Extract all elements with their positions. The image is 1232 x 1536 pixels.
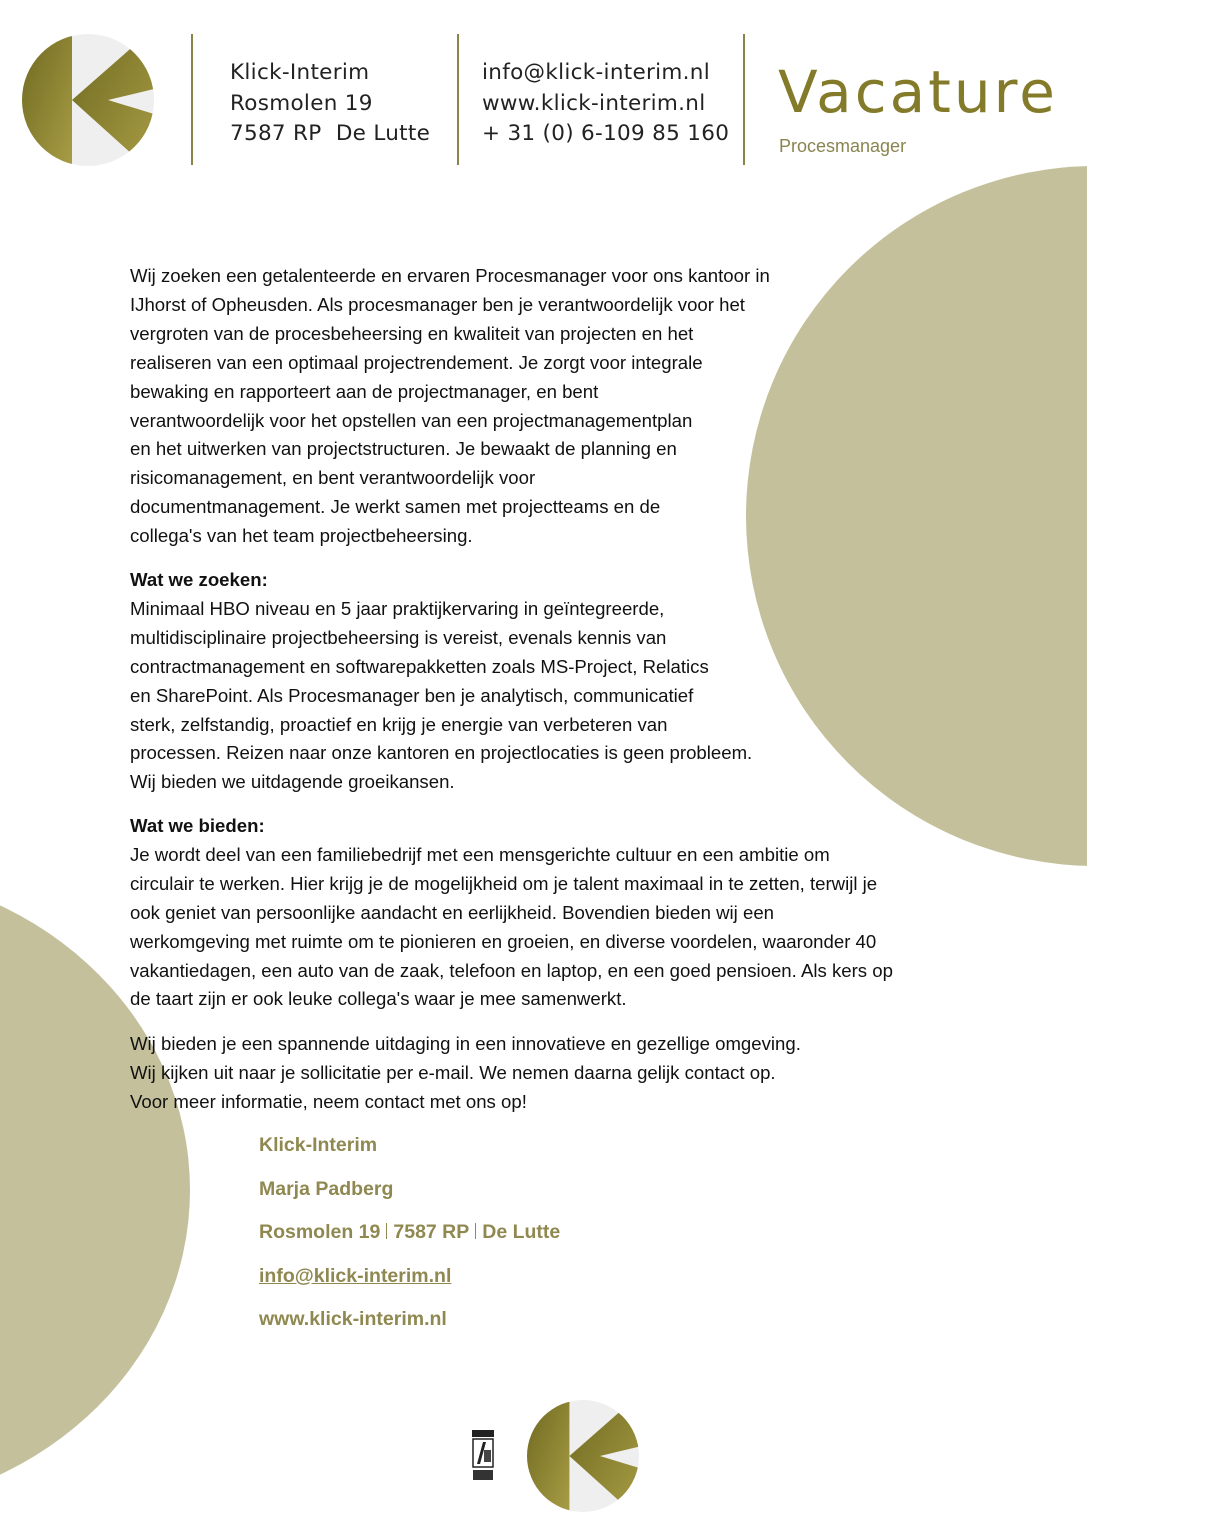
text-line: en SharePoint. Als Procesmanager ben je analytisch, communicatief [130, 684, 694, 706]
header-website-link[interactable]: www.klick-interim.nl [482, 90, 706, 116]
text-line: collega's van het team projectbeheersing. [130, 525, 473, 547]
header-divider [743, 34, 745, 165]
page-title: Vacature [778, 58, 1058, 126]
signature-website-link[interactable]: www.klick-interim.nl [259, 1308, 447, 1330]
text-line: documentmanagement. Je werkt samen met projectteams en de [130, 496, 661, 518]
signature-city: De Lutte [482, 1221, 561, 1243]
text-line: realiseren van een optimaal projectrendement. Je zorgt voor integrale [130, 351, 703, 373]
header-address [230, 58, 430, 150]
text-line: de taart zijn er ook leuke collega's waar je mee samenwerkt. [130, 988, 627, 1010]
signature-email[interactable]: info@klick-interim.nl [259, 1265, 452, 1287]
text-line: en het uitwerken van projectstructuren. Je bewaakt de planning en [130, 438, 677, 460]
text-line: bewaking en rapporteert aan de projectmanager, en bent [130, 380, 599, 402]
text-line: sterk, zelfstandig, proactief en krijg je energie van verbeteren van [130, 713, 668, 735]
text-line: risicomanagement, en bent verantwoordelijk voor [130, 467, 536, 489]
text-line: Wij kijken uit naar je sollicitatie per e-mail. We nemen daarna gelijk contact op. [130, 1061, 776, 1083]
separator [386, 1223, 387, 1239]
header-street: Rosmolen 19 [230, 90, 373, 116]
text-line: werkomgeving met ruimte om te pionieren en groeien, en diverse voordelen, waaronder 40 [130, 930, 877, 952]
text-line: ook geniet van persoonlijke aandacht en eerlijkheid. Bovendien bieden wij een [130, 901, 774, 923]
section-heading: Wat we zoeken: [130, 569, 268, 590]
text-line: Wij zoeken een getalenteerde en ervaren Procesmanager voor ons kantoor in [130, 265, 770, 286]
klick-logo-icon [22, 34, 154, 166]
header-email-link[interactable]: info@klick-interim.nl [482, 60, 710, 85]
text-line: vergroten van de procesbeheersing en kwaliteit van projecten en het [130, 322, 694, 344]
closing-paragraph [130, 1030, 990, 1117]
text-line: contractmanagement en softwarepakketten zoals MS-Project, Relatics [130, 655, 709, 677]
text-line: Wij bieden we uitdagende groeikansen. [130, 771, 455, 793]
text-line: processen. Reizen naar onze kantoren en projectlocaties is geen probleem. [130, 742, 753, 764]
klick-logo-icon [527, 1400, 639, 1512]
page-subtitle: Procesmanager [779, 136, 907, 156]
intro-paragraph [130, 262, 990, 551]
section-heading: Wat we bieden: [130, 815, 265, 836]
signature-company: Klick-Interim [259, 1134, 378, 1156]
text-line: IJhorst of Opheusden. Als procesmanager ben je verantwoordelijk voor het [130, 293, 745, 315]
seeking-section [130, 566, 990, 797]
text-line: vakantiedagen, een auto van de zaak, telefoon en laptop, en een goed pensioen. Als kers op [130, 959, 893, 981]
header-divider [457, 34, 459, 165]
text-line: Je wordt deel van een familiebedrijf met een mensgerichte cultuur en een ambitie om [130, 843, 830, 865]
text-line: Minimaal HBO niveau en 5 jaar praktijkervaring in geïntegreerde, [130, 597, 665, 619]
signature-person: Marja Padberg [259, 1178, 394, 1200]
text-line: verantwoordelijk voor het opstellen van een projectmanagementplan [130, 409, 693, 431]
header-city: 7587 RP De Lutte [230, 121, 431, 146]
header-company-name: Klick-Interim [230, 60, 370, 85]
signature-postcode: 7587 RP [393, 1221, 470, 1243]
signature-street: Rosmolen 19 [259, 1221, 381, 1243]
text-line: Wij bieden je een spannende uitdaging in een innovatieve en gezellige omgeving. [130, 1033, 801, 1054]
header-contact [482, 58, 729, 150]
separator [475, 1223, 476, 1239]
offer-section [130, 812, 990, 1014]
signature-email-link[interactable] [259, 1265, 451, 1288]
kiwa-certification-icon [471, 1428, 495, 1482]
signature-address [259, 1221, 560, 1244]
text-line: multidisciplinaire projectbeheersing is vereist, evenals kennis van [130, 626, 667, 648]
header-phone: + 31 (0) 6-109 85 160 [482, 121, 730, 146]
text-line: Voor meer informatie, neem contact met ons op! [130, 1090, 527, 1112]
header-divider [191, 34, 193, 165]
text-line: circulair te werken. Hier krijg je de mogelijkheid om je talent maximaal in te zetten, terwijl je [130, 872, 878, 894]
